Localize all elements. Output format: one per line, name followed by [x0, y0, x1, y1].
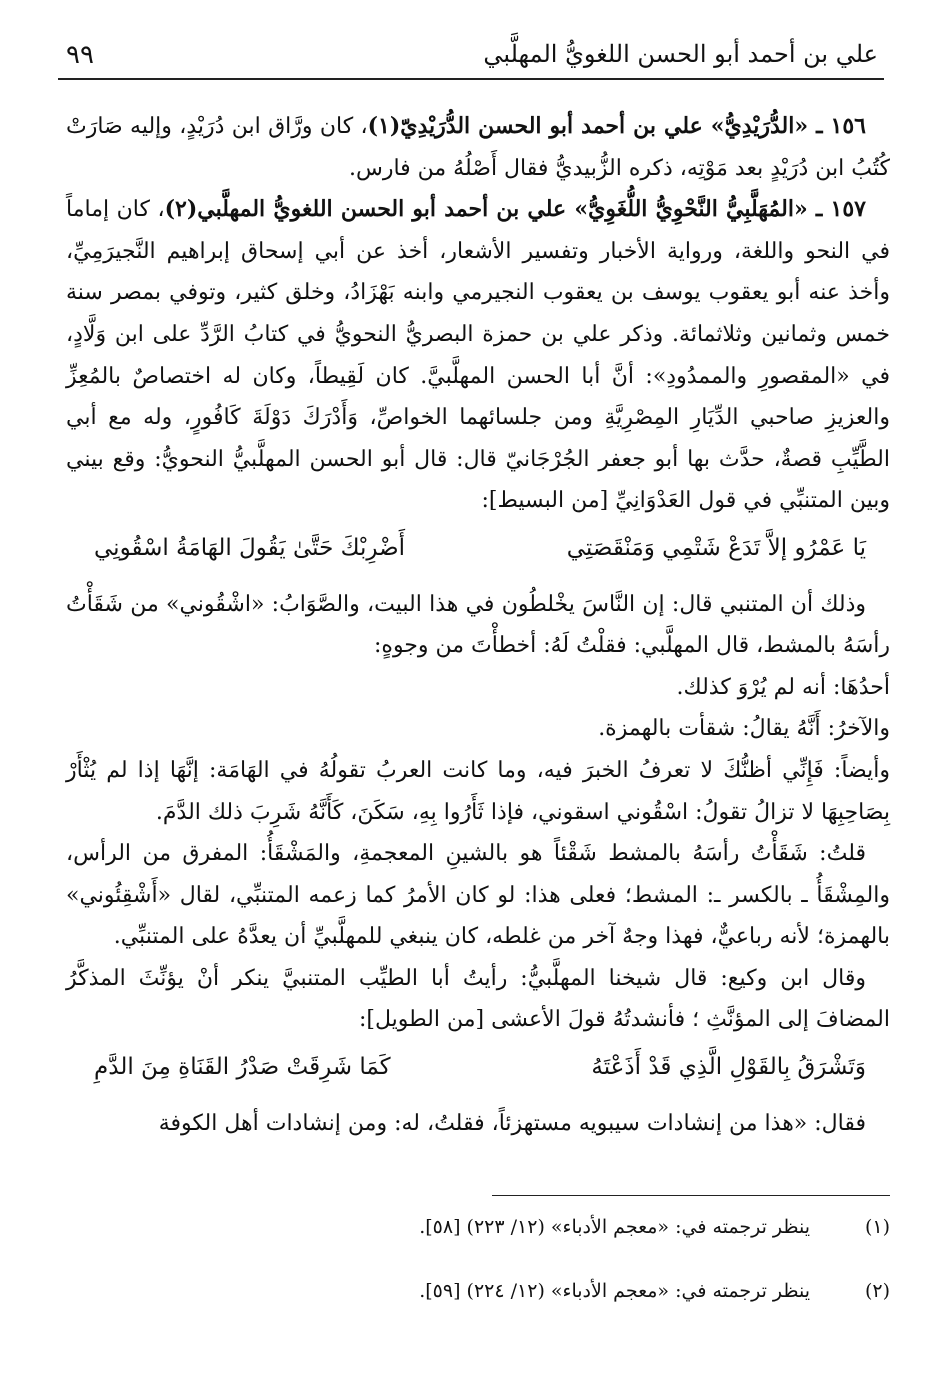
verse-second-hemistich: أَضْرِبْكَ حَتَّىٰ يَقُولَ الهَامَةُ اسْقُونِي — [94, 534, 406, 561]
page-number: ٩٩ — [66, 40, 94, 70]
verse-first-hemistich: يَا عَمْرُو إلاَّ تَدَعْ شَتْمِي وَمَنْقَصَتِي — [566, 534, 866, 561]
paragraph: قلتُ: شَقَأْتُ رأسَهُ بالمشط شَقْئاً هو بالشينِ المعجمةِ، والمَشْقَأُ: المفرق من الرأس، والمِشْقَأُ ـ بالكسر ـ: المشط؛ فعلى هذا: لو كان الأمرُ كما زعمه المتنبِّي، لقال «أَشْقِئُوني» بالهمزة؛ لأنه رباعيٌّ، فهذا وجهٌ آخر من غلطه، كان ينبغي للمهلَّبيِّ أن يعدَّهُ على المتنبِّي. — [66, 841, 890, 950]
running-title: علي بن أحمد أبو الحسن اللغويُّ المهلَّبي — [483, 40, 878, 68]
paragraph: وذلك أن المتنبي قال: إن النَّاسَ يخْلطُون في هذا البيت، والصَّوَابُ: «اشْقُوني» من شَقَأْتُ رأسَهُ بالمشط، قال المهلَّبي: فقلْتُ لَهُ: أخطأْتَ من وجوهٍ: — [66, 591, 890, 659]
paragraph: أحدُهَا: أنه لم يُرْوَ كذلك. — [676, 674, 890, 700]
verse-second-hemistich: كَمَا شَرِقَتْ صَدْرُ القَنَاةِ مِنَ الدَّمِ — [94, 1054, 391, 1081]
entry-text: ، كان ورَّاق ابن دُرَيْدٍ، وإليه صَارَتْ كُتُبُ ابن دُرَيْدٍ بعد مَوْتِه، ذكره الزُّبيديُّ فقال أَصْلُهُ من فارس. — [66, 114, 890, 181]
entry-157 — [66, 189, 890, 522]
paragraph: وأيضاً: فَإِنِّي أظنُّكَ لا تعرفُ الخبرَ فيه، وما كانت العربُ تقولُهُ في الهَامَة: إنَّهَا إذا لم يُثْأَرْ بِصَاحِبِهَا لا تزالُ تقولُ: اسْقُوني اسقوني، فإذا ثَأَرُوا بِهِ، سَكَنَ، كَأَنَّهُ شَرِبَ ذلك الدَّمَ. — [66, 757, 890, 825]
footnote-mark: (١) — [864, 1216, 890, 1238]
verse-first-hemistich: وَتَشْرَقُ بِالقَوْلِ الَّذِي قَدْ أَذَعْتَهُ — [591, 1054, 866, 1081]
entry-text: ، كان إماماً في النحو واللغة، ورواية الأخبار وتفسير الأشعار، أخذ عن أبي إسحاق إبراهيم النَّجيرَمِيِّ، وأخذ عنه أبو يعقوب يوسف بن يعقوب النجيرمي وابنه بَهْزَادُ، وخلق كثير، وتوفي بمصر سنة خمس وثمانين وثلاثمائة. وذكر علي بن حمزة البصريُّ النحويُّ في كتابُ الرَّدِّ على ابن وَلَّادٍ، في «المقصورِ والممدُودِ»: أنَّ أبا الحسن المهلَّبيَّ. كان لَقِيطاً، وكان له اختصاصٌ بالمُعِزِّ والعزيزِ صاحبي الدِّيَارِ المِصْرِيَّةِ ومن جلسائهما الخواصِّ، وَأَدْرَكَ دَوْلَةَ كَافُورٍ، وله مع أبي الطَّيِّبِ قصةٌ، حدَّث بها أبو جعفر الجُرْجَانيّ قال: قال أبو الحسن المهلَّبيُّ النحويُّ: وقع بيني وبين المتنبِّي في قول العَدْوَانِيِّ [من البسيط]: — [66, 197, 890, 514]
footnote-separator — [492, 1195, 890, 1196]
page-header — [58, 34, 884, 80]
footnote — [120, 1280, 890, 1302]
footnote-mark: (٢) — [864, 1280, 890, 1302]
verse-line — [66, 1047, 890, 1089]
footnote-text: ينظر ترجمته في: «معجم الأدباء» (١٢/ ٢٢٤) [٥٩]. — [419, 1280, 810, 1302]
paragraph: وقال ابن وكيع: قال شيخنا المهلَّبيُّ: رأيتُ أبا الطيِّب المتنبيَّ ينكر أنْ يؤنِّثَ المذكَّرُ المضافَ إلى المؤنَّثِ ؛ فأنشدتُهُ قولَ الأعشى [من الطويل]: — [66, 965, 890, 1033]
entry-156 — [66, 106, 890, 189]
entry-heading: ١٥٧ ـ «المُهَلَّبِيُّ النَّحْوِيُّ اللُّغَوِيُّ» علي بن أحمد أبو الحسن اللغويُّ المهلَّبي(٢) — [164, 196, 866, 223]
paragraph: والآخرُ: أَنَّهُ يقالُ: شقأت بالهمزة. — [598, 716, 890, 742]
main-text — [66, 106, 890, 1144]
footnote — [120, 1216, 890, 1238]
footnote-text: ينظر ترجمته في: «معجم الأدباء» (١٢/ ٢٢٣) [٥٨]. — [419, 1216, 810, 1238]
paragraph: فقال: «هذا من إنشادات سيبويه مستهزئاً، فقلتُ، له: ومن إنشادات أهل الكوفة — [158, 1110, 866, 1136]
entry-heading: ١٥٦ ـ «الدُّرَيْدِيُّ» علي بن أحمد أبو الحسن الدُّرَيْدِيّ(١) — [367, 113, 866, 139]
verse-line — [66, 528, 890, 570]
